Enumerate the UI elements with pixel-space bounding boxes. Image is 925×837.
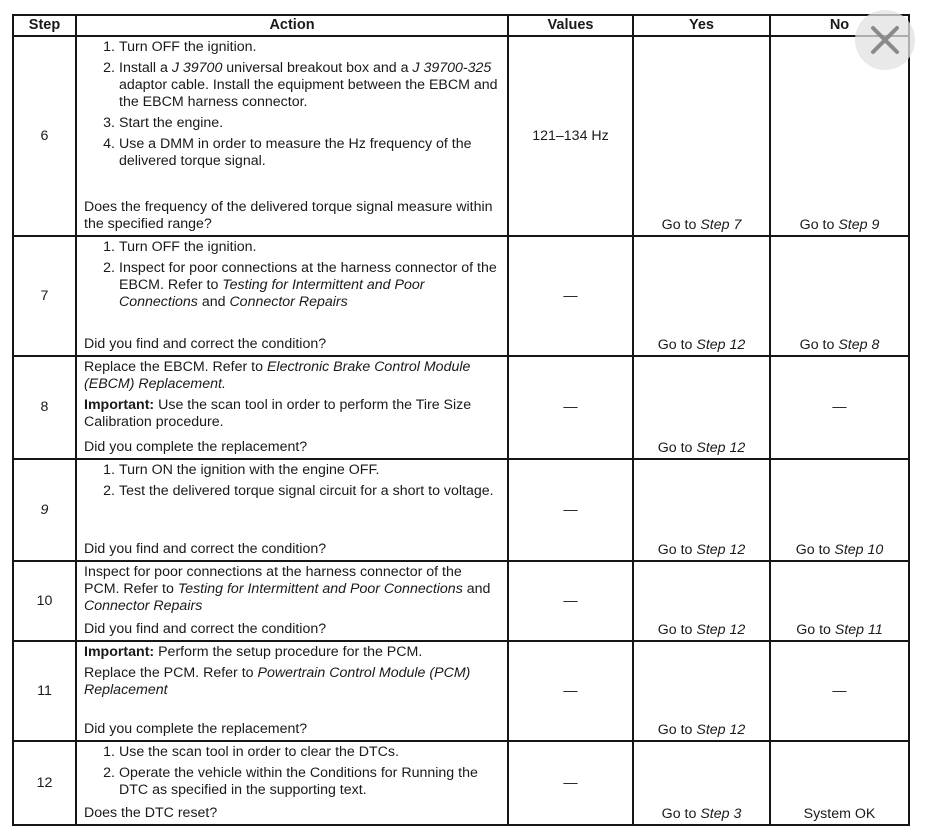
goto-step-target: Step 12 — [696, 722, 746, 738]
reference-text: J 39700-325 — [412, 60, 492, 76]
action-cell — [76, 459, 508, 561]
values-cell — [508, 356, 633, 459]
action-question: Did you find and correct the condition? — [84, 541, 327, 557]
text-run: Operate the vehicle within the Conditions for Running the DTC as specified in the supporting text. — [119, 765, 478, 798]
reference-text: Connector Repairs — [84, 598, 203, 614]
table-row — [13, 459, 909, 561]
action-step-item — [84, 60, 501, 111]
step-number: 11 — [13, 641, 76, 741]
action-step-number: 1. — [103, 744, 115, 760]
goto-step-link[interactable] — [662, 806, 742, 822]
action-cell — [76, 236, 508, 356]
goto-step-link[interactable] — [796, 542, 884, 558]
step-number: 9 — [13, 459, 76, 561]
action-paragraph — [84, 644, 501, 661]
text-run: Use the scan tool in order to clear the DTCs. — [119, 744, 399, 760]
reference-text: Testing for Intermittent and Poor Connections — [177, 581, 463, 597]
goto-step-link[interactable] — [658, 440, 746, 456]
action-step-text — [119, 765, 501, 799]
table-header-row — [13, 15, 909, 36]
text-run: Install a — [119, 60, 172, 76]
action-step-number: 1. — [103, 39, 115, 55]
action-step-text — [119, 115, 501, 132]
goto-prefix: Go to — [795, 542, 835, 558]
reference-text: Testing for Intermittent and Poor Connections — [119, 277, 425, 310]
table-row — [13, 741, 909, 825]
no-cell — [770, 641, 909, 741]
close-button[interactable] — [855, 10, 915, 70]
goto-step-link[interactable] — [796, 622, 883, 638]
action-step-text — [119, 239, 501, 256]
action-paragraph — [84, 564, 501, 615]
close-x-icon — [869, 24, 901, 56]
action-steps-list — [84, 744, 501, 803]
step-number: 6 — [13, 36, 76, 236]
action-steps-list — [84, 239, 501, 315]
goto-step-link[interactable] — [658, 622, 746, 638]
action-cell — [76, 641, 508, 741]
text-run: Start the engine. — [119, 115, 224, 131]
goto-step-link[interactable] — [658, 722, 746, 738]
table-body — [13, 36, 909, 825]
goto-step-link[interactable] — [658, 542, 746, 558]
goto-step-target: Step 10 — [834, 542, 884, 558]
goto-step-target: Step 3 — [700, 806, 742, 822]
text-run: Replace the EBCM. Refer to — [84, 359, 267, 375]
action-paragraph — [84, 359, 501, 393]
values-cell — [508, 236, 633, 356]
no-cell — [770, 356, 909, 459]
no-cell — [770, 741, 909, 825]
action-question: Did you complete the replacement? — [84, 439, 308, 455]
goto-prefix: Go to — [657, 542, 697, 558]
text-run: Inspect for poor connections at the harness connector of the PCM. Refer to — [84, 564, 462, 597]
action-step-text — [119, 744, 501, 761]
goto-step-target: Step 12 — [696, 542, 746, 558]
step-number: 8 — [13, 356, 76, 459]
goto-prefix: Go to — [661, 806, 701, 822]
yes-cell — [633, 236, 770, 356]
text-run: Perform the setup procedure for the PCM. — [154, 644, 423, 660]
values-cell — [508, 641, 633, 741]
action-step-text — [119, 462, 501, 479]
text-run: universal breakout box and a — [222, 60, 413, 76]
goto-step-target: Step 8 — [838, 337, 880, 353]
goto-step-target: Step 12 — [696, 440, 746, 456]
no-cell — [770, 459, 909, 561]
not-applicable-dash: — — [832, 399, 847, 415]
goto-prefix: Go to — [657, 337, 697, 353]
table-row — [13, 561, 909, 641]
goto-prefix: Go to — [799, 217, 839, 233]
goto-prefix: Go to — [657, 440, 697, 456]
header-action: Action — [76, 15, 508, 36]
values-cell — [508, 36, 633, 236]
text-run: and — [197, 294, 230, 310]
header-yes: Yes — [633, 15, 770, 36]
action-step-number: 1. — [103, 462, 115, 478]
values-cell — [508, 459, 633, 561]
text-run: Inspect for poor connections at the harness connector of the EBCM. Refer to — [119, 260, 497, 293]
header-values: Values — [508, 15, 633, 36]
not-applicable-dash: — — [563, 287, 578, 304]
yes-cell — [633, 36, 770, 236]
goto-prefix: Go to — [657, 722, 697, 738]
action-step-item — [84, 239, 501, 256]
action-step-text — [119, 60, 501, 111]
goto-prefix: Go to — [661, 217, 701, 233]
goto-step-target: Step 7 — [700, 217, 742, 233]
text-run: adaptor cable. Install the equipment between the EBCM and the EBCM harness connector. — [119, 77, 498, 110]
text-run: Use the scan tool in order to perform the Tire Size Calibration procedure. — [84, 397, 472, 430]
text-run: Turn ON the ignition with the engine OFF. — [119, 462, 380, 478]
action-step-number: 1. — [103, 239, 115, 255]
header-step: Step — [13, 15, 76, 36]
action-step-item — [84, 260, 501, 311]
action-cell — [76, 561, 508, 641]
action-paragraph — [84, 665, 501, 699]
text-run: Test the delivered torque signal circuit for a short to voltage. — [119, 483, 494, 499]
values-cell — [508, 741, 633, 825]
action-paragraph — [84, 397, 501, 431]
text-run: and — [462, 581, 491, 597]
reference-text: Electronic Brake Control Module (EBCM) Replacement. — [84, 359, 471, 392]
not-applicable-dash: — — [832, 682, 847, 699]
action-step-item — [84, 744, 501, 761]
action-step-number: 2. — [103, 765, 115, 781]
text-run: Use a DMM in order to measure the Hz frequency of the delivered torque signal. — [119, 136, 472, 169]
action-question: Did you complete the replacement? — [84, 721, 308, 737]
no-cell — [770, 561, 909, 641]
action-question: Did you find and correct the condition? — [84, 336, 327, 352]
action-cell — [76, 356, 508, 459]
action-cell — [76, 36, 508, 236]
table-row — [13, 36, 909, 236]
important-label: Important: — [84, 397, 155, 413]
reference-text: J 39700 — [171, 60, 223, 76]
action-step-number: 4. — [103, 136, 115, 152]
action-step-text — [119, 136, 501, 170]
action-step-number: 2. — [103, 60, 115, 76]
not-applicable-dash: — — [563, 774, 578, 791]
action-step-text — [119, 483, 501, 500]
goto-step-target: Step 12 — [696, 622, 746, 638]
goto-prefix: Go to — [796, 622, 835, 638]
action-step-number: 2. — [103, 260, 115, 276]
yes-cell — [633, 561, 770, 641]
yes-cell — [633, 459, 770, 561]
action-step-item — [84, 39, 501, 56]
action-question: Does the frequency of the delivered torque signal measure within the specified range? — [84, 199, 493, 232]
text-run: Replace the PCM. Refer to — [84, 665, 258, 681]
action-step-number: 3. — [103, 115, 115, 131]
result-text: System OK — [803, 806, 876, 822]
text-run: Turn OFF the ignition. — [119, 39, 257, 55]
action-step-number: 2. — [103, 483, 115, 499]
not-applicable-dash: — — [563, 501, 578, 518]
action-cell — [76, 741, 508, 825]
action-steps-list — [84, 39, 501, 174]
yes-cell — [633, 741, 770, 825]
reference-text: Powertrain Control Module (PCM) Replacement — [84, 665, 471, 698]
goto-step-target: Step 11 — [834, 622, 883, 638]
step-number: 10 — [13, 561, 76, 641]
goto-prefix: Go to — [657, 622, 697, 638]
header-no: No — [770, 15, 909, 36]
table-row — [13, 356, 909, 459]
yes-cell — [633, 356, 770, 459]
action-question: Does the DTC reset? — [84, 805, 218, 821]
goto-step-target: Step 12 — [696, 337, 746, 353]
not-applicable-dash: — — [563, 399, 578, 415]
reference-text: Connector Repairs — [229, 294, 348, 310]
action-steps-list — [84, 462, 501, 504]
action-step-item — [84, 136, 501, 170]
action-question: Did you find and correct the condition? — [84, 621, 327, 637]
value-range: 121–134 Hz — [532, 127, 609, 144]
important-label: Important: — [84, 644, 155, 660]
action-step-item — [84, 765, 501, 799]
text-run: Turn OFF the ignition. — [119, 239, 257, 255]
diagnostic-table — [12, 14, 910, 826]
not-applicable-dash: — — [563, 682, 578, 699]
step-number: 7 — [13, 236, 76, 356]
action-step-item — [84, 115, 501, 132]
table-row — [13, 236, 909, 356]
action-step-item — [84, 483, 501, 500]
action-step-text — [119, 39, 501, 56]
table-row — [13, 641, 909, 741]
yes-cell — [633, 641, 770, 741]
goto-step-link[interactable] — [800, 217, 880, 233]
goto-step-target: Step 9 — [838, 217, 880, 233]
goto-step-link[interactable] — [800, 337, 880, 353]
step-number: 12 — [13, 741, 76, 825]
no-cell — [770, 236, 909, 356]
values-cell — [508, 561, 633, 641]
goto-prefix: Go to — [799, 337, 839, 353]
not-applicable-dash: — — [563, 592, 578, 609]
goto-step-link[interactable] — [662, 217, 742, 233]
action-step-item — [84, 462, 501, 479]
goto-step-link[interactable] — [658, 337, 746, 353]
action-step-text — [119, 260, 501, 311]
